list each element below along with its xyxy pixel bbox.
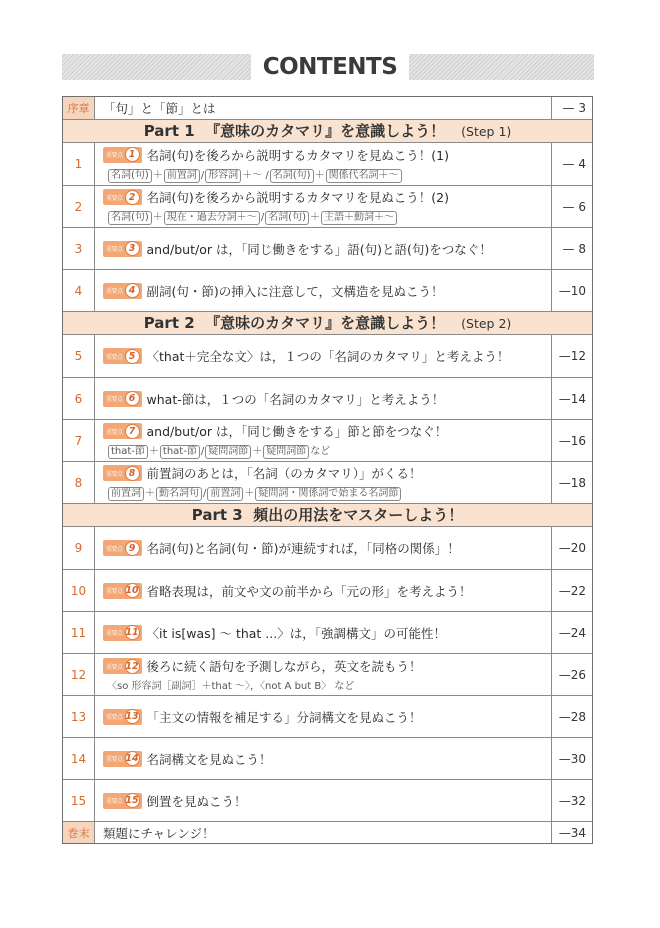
badge-label: 重要点 bbox=[106, 288, 123, 295]
row-main bbox=[103, 708, 551, 726]
sub-separator: ＋ bbox=[145, 488, 155, 499]
row-title: what-節は，１つの「名詞のカタマリ」と考えよう！ bbox=[146, 391, 445, 407]
part-heading: 『意味のカタマリ』を意識しよう！ bbox=[205, 121, 446, 140]
sub-separator: ＋ bbox=[314, 169, 325, 181]
part-title bbox=[63, 503, 592, 527]
page-number: —34 bbox=[558, 825, 586, 840]
part-step: (Step 1) bbox=[461, 123, 512, 139]
badge-label: 重要点 bbox=[106, 630, 123, 637]
toc-row[interactable] bbox=[63, 185, 592, 227]
toc-row[interactable] bbox=[63, 227, 592, 269]
toc-row[interactable] bbox=[63, 461, 592, 503]
row-number: 3 bbox=[63, 228, 95, 269]
row-body bbox=[95, 462, 552, 503]
row-title: 前置詞のあとは，「名詞（のカタマリ）」がくる！ bbox=[146, 466, 422, 481]
page-number: —14 bbox=[558, 391, 586, 406]
row-body bbox=[95, 780, 552, 821]
key-point-badge bbox=[103, 189, 142, 205]
sub-pill: that-節 bbox=[160, 445, 200, 459]
row-number: 13 bbox=[63, 696, 95, 737]
badge-label: 重要点 bbox=[106, 545, 123, 553]
part-label: Part 3 bbox=[191, 506, 243, 524]
sub-separator: ＋ bbox=[148, 446, 159, 457]
row-title: 名詞構文を見ぬこう！ bbox=[146, 751, 272, 767]
row-title: 倒置を見ぬこう！ bbox=[146, 793, 247, 809]
row-main bbox=[103, 390, 551, 408]
page-number: —20 bbox=[558, 541, 586, 555]
badge-label: 重要点 bbox=[106, 470, 123, 478]
row-main bbox=[103, 99, 551, 117]
badge-number: 2 bbox=[125, 190, 140, 205]
page-number: —12 bbox=[558, 349, 586, 363]
toc-row[interactable] bbox=[63, 737, 592, 779]
row-body bbox=[95, 97, 552, 119]
row-number: 2 bbox=[63, 186, 95, 227]
sub-pill: that-節 bbox=[108, 445, 148, 459]
toc-row[interactable] bbox=[63, 143, 592, 185]
row-number: 1 bbox=[63, 143, 95, 185]
sub-separator: / bbox=[260, 212, 265, 223]
sub-separator: など bbox=[310, 446, 331, 457]
page-number: —32 bbox=[558, 793, 586, 808]
badge-number: 7 bbox=[125, 424, 140, 439]
toc-row[interactable] bbox=[63, 527, 592, 569]
badge-number: 12 bbox=[125, 660, 139, 672]
row-number: 5 bbox=[63, 335, 95, 377]
sub-separator: ＋ bbox=[152, 169, 163, 181]
badge-label: 重要点 bbox=[106, 798, 123, 805]
key-point-badge bbox=[103, 540, 142, 556]
sub-separator: ＋～ / bbox=[242, 169, 269, 181]
row-title: 名詞(句)を後ろから説明するカタマリを見ぬこう！(1) bbox=[146, 147, 449, 163]
badge-number: 14 bbox=[125, 753, 139, 764]
sub-pill: 名詞(句) bbox=[108, 169, 152, 183]
row-main bbox=[103, 464, 551, 482]
badge-number: 8 bbox=[125, 466, 140, 481]
sub-pill: 疑問詞節 bbox=[263, 445, 309, 459]
row-body bbox=[95, 420, 552, 461]
row-main bbox=[103, 824, 551, 842]
row-title: 「句」と「節」とは bbox=[103, 101, 216, 116]
page-number: —10 bbox=[558, 283, 586, 298]
part-label: Part 2 bbox=[143, 313, 195, 332]
row-number: 10 bbox=[63, 570, 95, 611]
row-body bbox=[95, 696, 552, 737]
page-number: —16 bbox=[558, 433, 586, 448]
part-heading: 『意味のカタマリ』を意識しよう！ bbox=[205, 313, 446, 332]
badge-label: 重要点 bbox=[106, 194, 123, 202]
sub-pill: 現在・過去分詞＋～ bbox=[164, 211, 260, 225]
key-point-badge bbox=[103, 423, 142, 439]
row-title: 後ろに続く語句を予測しながら，英文を読もう！ bbox=[146, 659, 422, 674]
badge-label: 重要点 bbox=[106, 588, 123, 595]
key-point-badge bbox=[103, 625, 142, 641]
key-point-badge bbox=[103, 583, 142, 599]
badge-number: 13 bbox=[125, 711, 139, 722]
row-number: 14 bbox=[63, 738, 95, 779]
row-subtitle bbox=[107, 208, 551, 225]
toc-row[interactable] bbox=[63, 695, 592, 737]
badge-number: 9 bbox=[125, 541, 140, 556]
row-body bbox=[95, 270, 552, 311]
row-number: 6 bbox=[63, 378, 95, 419]
key-point-badge bbox=[103, 793, 142, 809]
sub-separator: / bbox=[203, 488, 207, 499]
key-point-badge bbox=[103, 348, 142, 364]
row-body bbox=[95, 378, 552, 419]
badge-number: 10 bbox=[125, 585, 139, 596]
key-point-badge bbox=[103, 283, 142, 299]
sub-pill: 主語＋動詞＋～ bbox=[321, 211, 397, 225]
row-main bbox=[103, 624, 551, 642]
row-subtitle: 〈so 形容詞［副詞］＋that ～〉，〈not A but B〉 など bbox=[107, 681, 355, 692]
sub-separator: ＋ bbox=[310, 212, 320, 223]
toc-row[interactable] bbox=[63, 821, 592, 843]
row-main bbox=[103, 422, 551, 440]
page-number: —28 bbox=[558, 709, 586, 724]
row-title: 名詞(句)を後ろから説明するカタマリを見ぬこう！(2) bbox=[146, 190, 449, 205]
row-body bbox=[95, 228, 552, 269]
key-point-badge bbox=[103, 709, 142, 725]
row-number: 11 bbox=[63, 612, 95, 653]
row-title: 副詞(句・節)の挿入に注意して，文構造を見ぬこう！ bbox=[146, 283, 444, 299]
sub-separator: ＋ bbox=[244, 488, 255, 499]
toc-row[interactable] bbox=[63, 335, 592, 377]
row-body bbox=[95, 822, 552, 843]
section-tag: 序章 bbox=[63, 97, 95, 119]
row-subtitle bbox=[107, 484, 551, 501]
toc-row[interactable] bbox=[63, 611, 592, 653]
page-number: — 4 bbox=[562, 157, 586, 171]
row-title: and/but/or は，「同じ働きをする」語(句)と語(句)をつなぐ！ bbox=[146, 241, 492, 257]
badge-label: 重要点 bbox=[106, 152, 123, 159]
badge-number: 4 bbox=[125, 283, 140, 298]
toc-row[interactable] bbox=[63, 419, 592, 461]
row-body bbox=[95, 527, 552, 569]
toc-row[interactable] bbox=[63, 569, 592, 611]
row-body bbox=[95, 738, 552, 779]
part-step: (Step 2) bbox=[461, 315, 512, 331]
page-number: — 3 bbox=[562, 101, 586, 115]
row-title: 〈it is[was] ～ that ...〉は，「強調構文」の可能性！ bbox=[146, 625, 446, 641]
badge-label: 重要点 bbox=[106, 714, 123, 721]
badge-number: 6 bbox=[125, 391, 140, 406]
part-heading: 頻出の用法をマスターしよう！ bbox=[253, 506, 464, 524]
page-number: — 8 bbox=[562, 241, 586, 256]
badge-label: 重要点 bbox=[106, 396, 123, 403]
sub-separator: ＋ bbox=[252, 446, 263, 457]
row-body bbox=[95, 570, 552, 611]
badge-label: 重要点 bbox=[106, 756, 123, 763]
row-number: 9 bbox=[63, 527, 95, 569]
part-header bbox=[63, 503, 592, 527]
row-main bbox=[103, 188, 551, 206]
sub-pill: 前置詞 bbox=[164, 169, 200, 183]
row-body bbox=[95, 335, 552, 377]
sub-separator: ＋ bbox=[152, 212, 163, 223]
sub-pill: 疑問詞・関係詞で始まる名詞節 bbox=[255, 487, 401, 501]
badge-label: 重要点 bbox=[106, 663, 123, 671]
page-title: CONTENTS bbox=[0, 52, 660, 82]
page-number: —26 bbox=[558, 667, 586, 682]
row-title: 省略表現は，前文や文の前半から「元の形」を考えよう！ bbox=[146, 583, 472, 599]
sub-pill: 名詞(句) bbox=[108, 211, 152, 225]
page-number: —18 bbox=[558, 475, 586, 490]
row-title: 類題にチャレンジ！ bbox=[103, 825, 215, 841]
contents-table bbox=[62, 96, 593, 844]
row-number: 7 bbox=[63, 420, 95, 461]
toc-row[interactable] bbox=[63, 779, 592, 821]
row-main bbox=[103, 146, 551, 164]
row-main bbox=[103, 657, 551, 675]
row-main bbox=[103, 582, 551, 600]
badge-label: 重要点 bbox=[106, 353, 123, 361]
sub-pill: 関係代名詞＋～ bbox=[326, 169, 402, 183]
sub-pill: 動名詞句 bbox=[156, 487, 202, 501]
sub-separator: / bbox=[200, 169, 205, 181]
row-body bbox=[95, 143, 552, 185]
part-header bbox=[63, 311, 592, 335]
row-number: 4 bbox=[63, 270, 95, 311]
badge-label: 重要点 bbox=[106, 428, 123, 436]
page-number: —30 bbox=[558, 751, 586, 766]
row-main bbox=[103, 539, 551, 557]
part-label: Part 1 bbox=[143, 121, 195, 140]
row-main bbox=[103, 282, 551, 300]
row-subtitle bbox=[107, 166, 551, 183]
row-number: 15 bbox=[63, 780, 95, 821]
toc-row[interactable] bbox=[63, 377, 592, 419]
key-point-badge bbox=[103, 658, 142, 674]
badge-number: 15 bbox=[125, 795, 139, 806]
sub-pill: 名詞(句) bbox=[270, 169, 314, 183]
row-main bbox=[103, 750, 551, 768]
row-number: 12 bbox=[63, 654, 95, 695]
badge-number: 5 bbox=[125, 349, 140, 364]
row-main bbox=[103, 347, 551, 365]
sub-separator: / bbox=[200, 446, 205, 457]
badge-number: 11 bbox=[125, 627, 139, 638]
row-main bbox=[103, 240, 551, 258]
sub-pill: 前置詞 bbox=[108, 487, 144, 501]
row-body bbox=[95, 654, 552, 695]
section-tag: 巻末 bbox=[63, 822, 95, 843]
key-point-badge bbox=[103, 241, 142, 257]
row-title: and/but/or は，「同じ働きをする」節と節をつなぐ！ bbox=[146, 424, 448, 439]
sub-pill: 疑問詞節 bbox=[205, 445, 251, 459]
page-number: —22 bbox=[558, 583, 586, 598]
badge-label: 重要点 bbox=[106, 246, 123, 253]
page-number: — 6 bbox=[562, 199, 586, 214]
badge-number: 1 bbox=[125, 147, 140, 162]
toc-row[interactable] bbox=[63, 97, 592, 119]
toc-row[interactable] bbox=[63, 653, 592, 695]
part-header bbox=[63, 119, 592, 143]
row-number: 8 bbox=[63, 462, 95, 503]
part-title bbox=[63, 119, 592, 144]
row-title: 名詞(句)と名詞(句・節)が連続すれば，「同格の関係」！ bbox=[146, 541, 460, 556]
key-point-badge bbox=[103, 147, 142, 163]
row-body bbox=[95, 612, 552, 653]
key-point-badge bbox=[103, 465, 142, 481]
page-number: —24 bbox=[558, 625, 586, 640]
part-title bbox=[63, 311, 592, 336]
toc-row[interactable] bbox=[63, 269, 592, 311]
sub-pill: 前置詞 bbox=[207, 487, 243, 501]
sub-pill: 形容詞 bbox=[205, 169, 241, 183]
sub-pill: 名詞(句) bbox=[265, 211, 309, 225]
key-point-badge bbox=[103, 751, 142, 767]
row-subtitle bbox=[107, 442, 551, 459]
row-main bbox=[103, 792, 551, 810]
key-point-badge bbox=[103, 391, 142, 407]
row-title: 〈that＋完全な文〉は，１つの「名詞のカタマリ」と考えよう！ bbox=[146, 349, 510, 364]
row-body bbox=[95, 186, 552, 227]
badge-number: 3 bbox=[125, 241, 140, 256]
row-title: 「主文の情報を補足する」分詞構文を見ぬこう！ bbox=[146, 709, 422, 725]
